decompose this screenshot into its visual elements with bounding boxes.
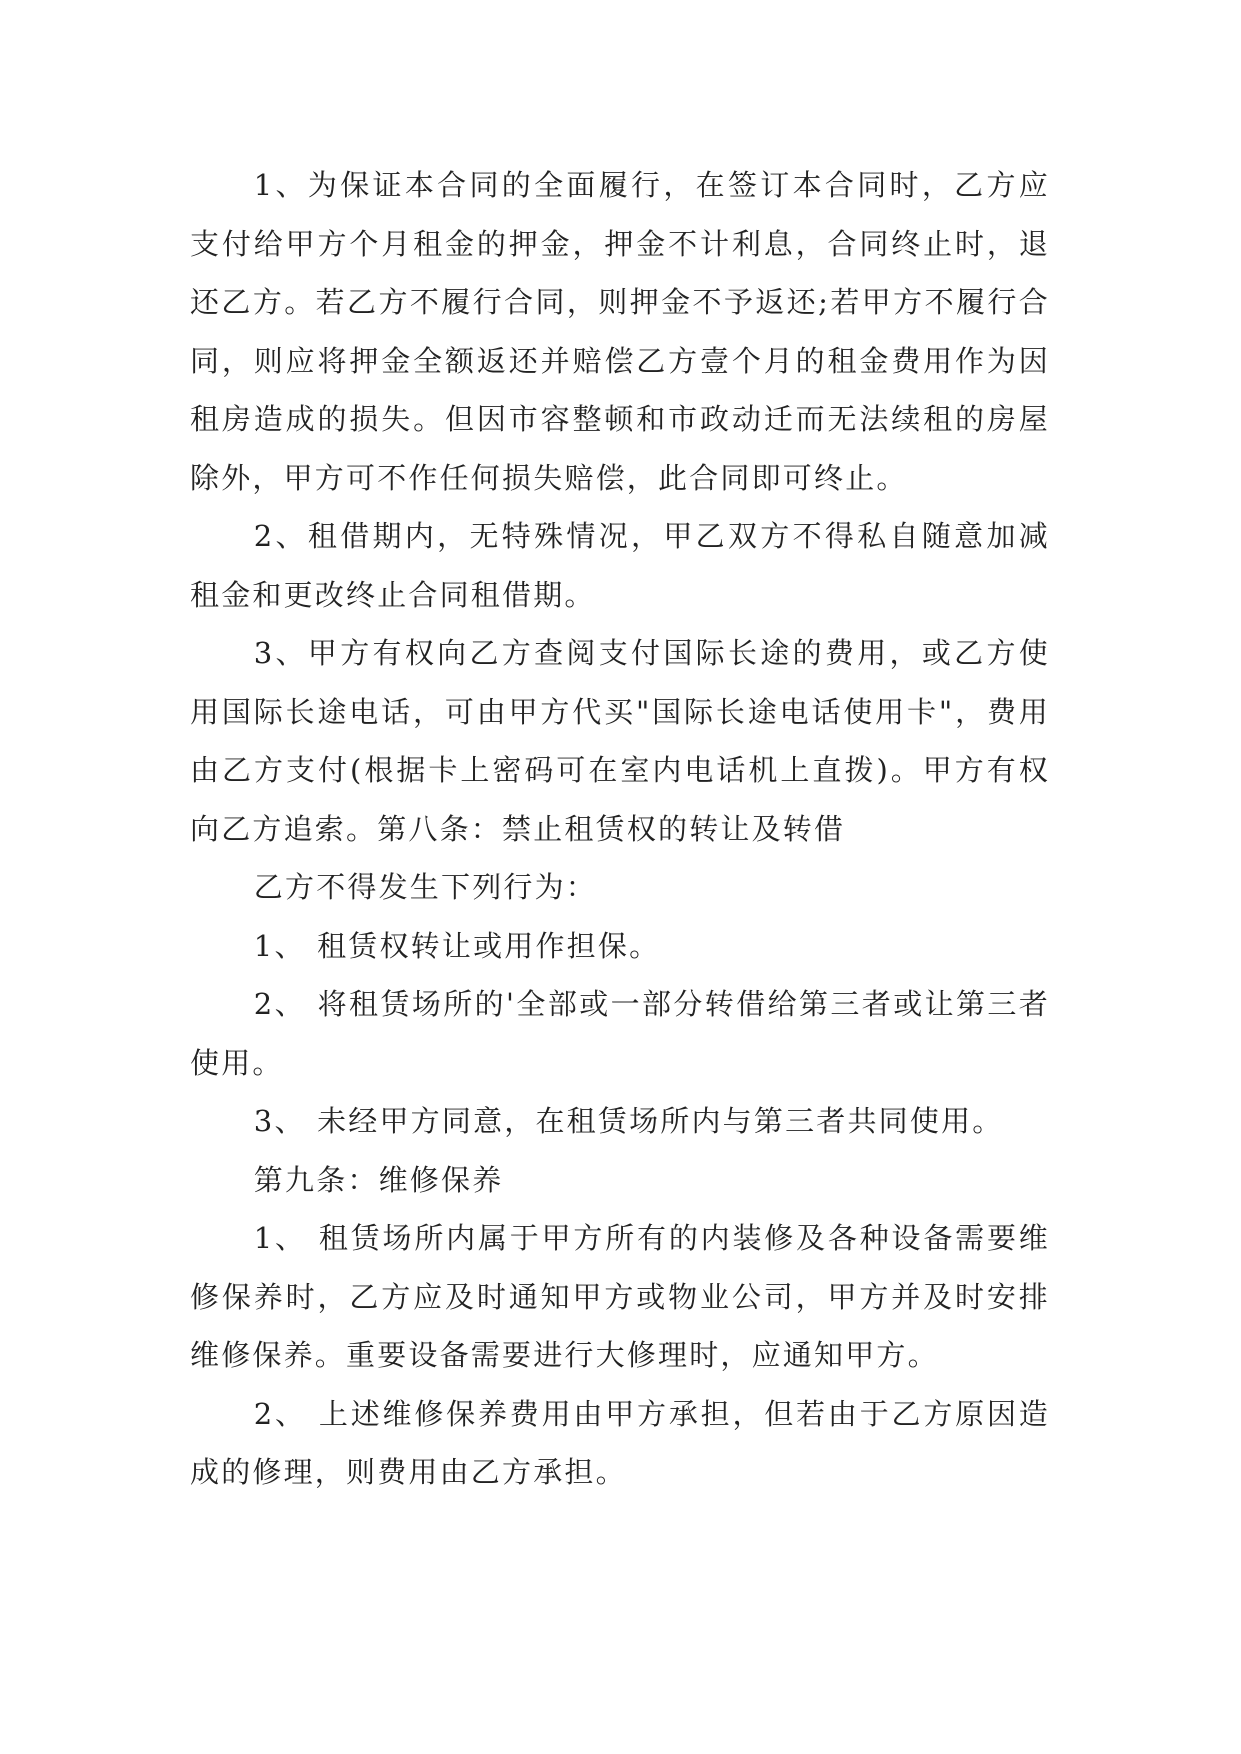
paragraph-prohibited-item-2: 2、 将租赁场所的'全部或一部分转借给第三者或让第三者使用。 [190, 987, 1050, 1080]
paragraph-maintenance-item-2: 2、 上述维修保养费用由甲方承担，但若由于乙方原因造成的修理，则费用由乙方承担。 [190, 1396, 1050, 1489]
section-heading-article-9: 第九条：维修保养 [253, 1162, 504, 1197]
paragraph-deposit-clause: 1、为保证本合同的全面履行，在签订本合同时，乙方应支付给甲方个月租金的押金，押金不计利息，合同终止时，退还乙方。若乙方不履行合同，则押金不予返还;若甲方不履行合同，则应将押金全额返还并赔偿乙方壹个月的租金费用作为因租房造成的损失。但因市容整顿和市政动迁而无法续租的房屋除外，甲方可不作任何损失赔偿，此合同即可终止。 [190, 168, 1050, 495]
paragraph-long-distance-clause: 3、甲方有权向乙方查阅支付国际长途的费用，或乙方使用国际长途电话，可由甲方代买"国际长途电话使用卡"，费用由乙方支付(根据卡上密码可在室内电话机上直拨)。甲方有权向乙方追索。第八条：禁止租赁权的转让及转借 [190, 636, 1050, 846]
paragraph-prohibited-acts-intro: 乙方不得发生下列行为： [253, 870, 597, 904]
paragraph-prohibited-item-1: 1、 租赁权转让或用作担保。 [253, 928, 661, 963]
paragraph-maintenance-item-1: 1、 租赁场所内属于甲方所有的内装修及各种设备需要维修保养时，乙方应及时通知甲方或物业公司，甲方并及时安排维修保养。重要设备需要进行大修理时，应通知甲方。 [190, 1221, 1050, 1372]
paragraph-rent-period-clause: 2、租借期内，无特殊情况，甲乙双方不得私自随意加减租金和更改终止合同租借期。 [190, 519, 1050, 612]
paragraph-prohibited-item-3: 3、 未经甲方同意，在租赁场所内与第三者共同使用。 [253, 1104, 1004, 1138]
document-body [190, 156, 1050, 1502]
